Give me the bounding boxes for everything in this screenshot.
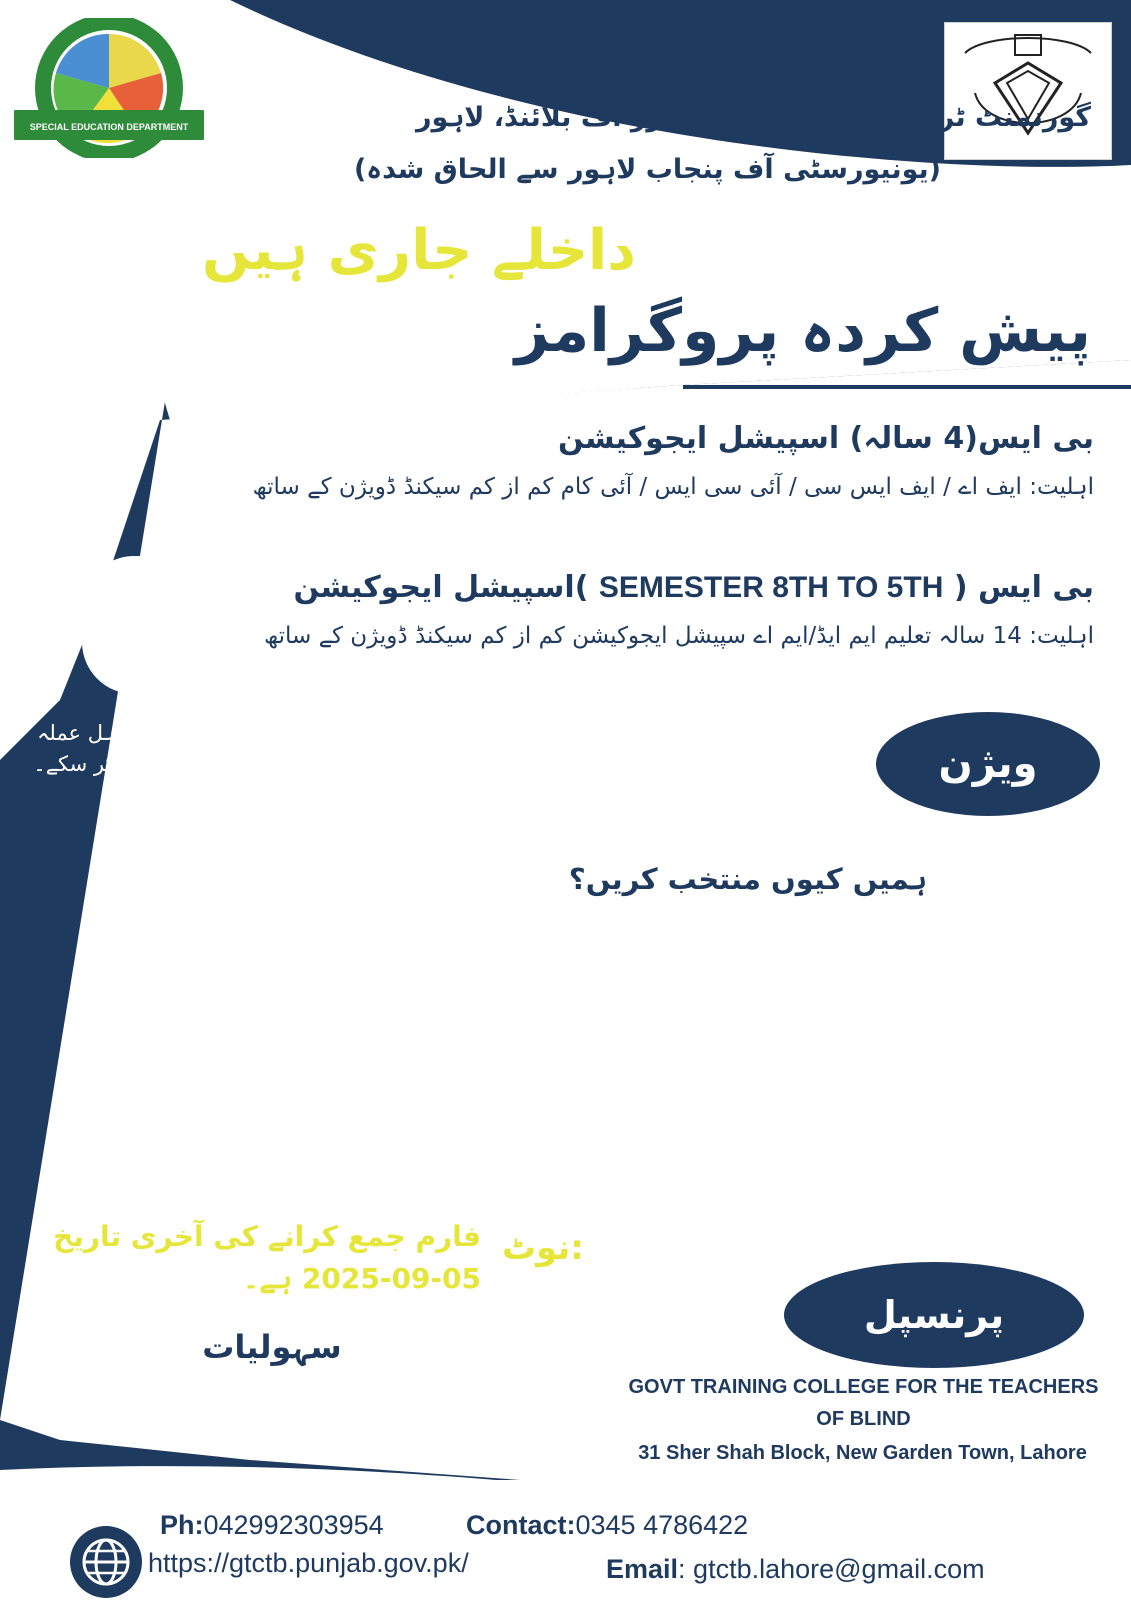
college-name-english-line1: GOVT TRAINING COLLEGE FOR THE TEACHERS: [628, 1376, 1099, 1398]
job-item: بیرون ملک مواقع: [707, 1202, 899, 1233]
college-name-english-line2: OF BLIND: [816, 1408, 911, 1430]
job-item: اسپیچ تھیراپسٹ، کاؤنسلر، شمولیتی استاد، شیڈو ٹیچر: [295, 1146, 899, 1177]
why-choose-badge: [520, 848, 976, 910]
program-bs-semester: [82, 556, 1131, 694]
contact: [466, 1510, 748, 1541]
jobs-eligibility-line: PPSC اور FPSC ملازمتوں کے لیے اہلیت:: [390, 916, 849, 947]
facilities-title: سہولیات: [202, 1328, 342, 1366]
job-item: (BPS-16) جونیئر اسپیشل ایجوکیشن ٹیچر: [427, 976, 899, 1007]
phone-label: Ph:: [160, 1510, 204, 1540]
title-underline: [683, 385, 1131, 389]
checkmark-icon: [836, 1206, 888, 1258]
note-label: نوٹ:: [502, 1228, 584, 1268]
street-address: 31 Sher Shah Block, New Garden Town, Lahore: [638, 1442, 1087, 1464]
college-emblem-icon: [945, 23, 1111, 159]
deadline-text: [21, 1216, 481, 1300]
email: [606, 1554, 985, 1585]
principal-badge: [784, 1262, 1084, 1368]
vision-text: ماہر خصوصی تعلیم تیار کرنا جو معذوری سے متعلق عملی مہارت رکھتے ہوں۔ ایسے اہل عملہ تیار کرنا جو معذور افراد کی تعلیم، بحالی اور سماجی شمولیت کے فروغ میں کردار ادا کر سکے۔: [33, 721, 866, 776]
program-title-suffix: )اسپیشل ایجوکیشن: [293, 570, 589, 605]
vision-title: ویژن: [938, 741, 1038, 787]
college-logo: [944, 22, 1112, 160]
program-title: بی ایس(4 سالہ) اسپیشل ایجوکیشن: [557, 421, 1094, 456]
checkmark-icon: [836, 1088, 888, 1140]
job-item: (BPS-17) سینئر اسپیشل ایجوکیشن ٹیچر: [434, 1038, 899, 1069]
contact-label: Contact:: [466, 1510, 576, 1540]
email-address[interactable]: : gtctb.lahore@gmail.com: [678, 1554, 985, 1584]
program-title-english: SEMESTER 8TH TO 5TH: [598, 571, 944, 604]
job-item: ایڈمنسٹریٹر: [769, 1100, 899, 1131]
why-choose-title: ہمیں کیوں منتخب کریں؟: [568, 862, 928, 896]
checkmark-icon: [836, 1144, 888, 1196]
email-label: Email: [606, 1554, 679, 1584]
facilities-badge: [122, 1314, 422, 1380]
checkmark-icon: [836, 1026, 888, 1078]
college-name: گورنمنٹ ٹریننگ کالج فار دی ٹیچرز آف بلائنڈ، لاہور: [416, 102, 1091, 133]
contact-number: 0345 4786422: [575, 1510, 749, 1540]
program-title: [293, 570, 1094, 605]
deadline-line-2: 2025-09-05 ہے۔: [242, 1262, 481, 1295]
program-eligibility: اہلیت: ایف اے / ایف ایس سی / آئی سی ایس / آئی کام کم از کم سیکنڈ ڈویژن کے ساتھ: [252, 474, 1094, 500]
deadline-line-1: فارم جمع کرانے کی آخری تاریخ: [53, 1220, 481, 1253]
vision-badge: [872, 708, 1104, 820]
checkmark-icon: [836, 964, 888, 1016]
special-education-logo: [14, 18, 204, 158]
affiliation-text: (یونیورسٹی آف پنجاب لاہور سے الحاق شدہ): [353, 154, 941, 185]
program-title-prefix: بی ایس (: [953, 570, 1094, 605]
admissions-open-heading: داخلے جاری ہیں: [202, 218, 636, 283]
left-logo-text: SPECIAL EDUCATION DEPARTMENT: [29, 122, 189, 132]
phone: [160, 1510, 384, 1541]
programs-offered-title: پیش کردہ پروگرامز: [514, 296, 1091, 366]
website-link[interactable]: https://gtctb.punjab.gov.pk/: [148, 1548, 469, 1578]
facilities-list: لائبریری | کمپیوٹر لیب | ریسورس روم | لو وژن سینٹر | اسسٹِو ٹیکنالوجی| فرنشڈ آڈیٹوریم: [35, 1396, 519, 1452]
principal-title: پرنسپل: [863, 1293, 1005, 1337]
program-eligibility: اہلیت: 14 سالہ تعلیم ایم ایڈ/ایم اے سپیشل ایجوکیشن کم از کم سیکنڈ ڈویژن کے ساتھ: [264, 623, 1094, 649]
program-bs-4year: [192, 409, 1131, 547]
phone-number: 042992303954: [203, 1510, 384, 1540]
globe-icon: [70, 1526, 142, 1598]
